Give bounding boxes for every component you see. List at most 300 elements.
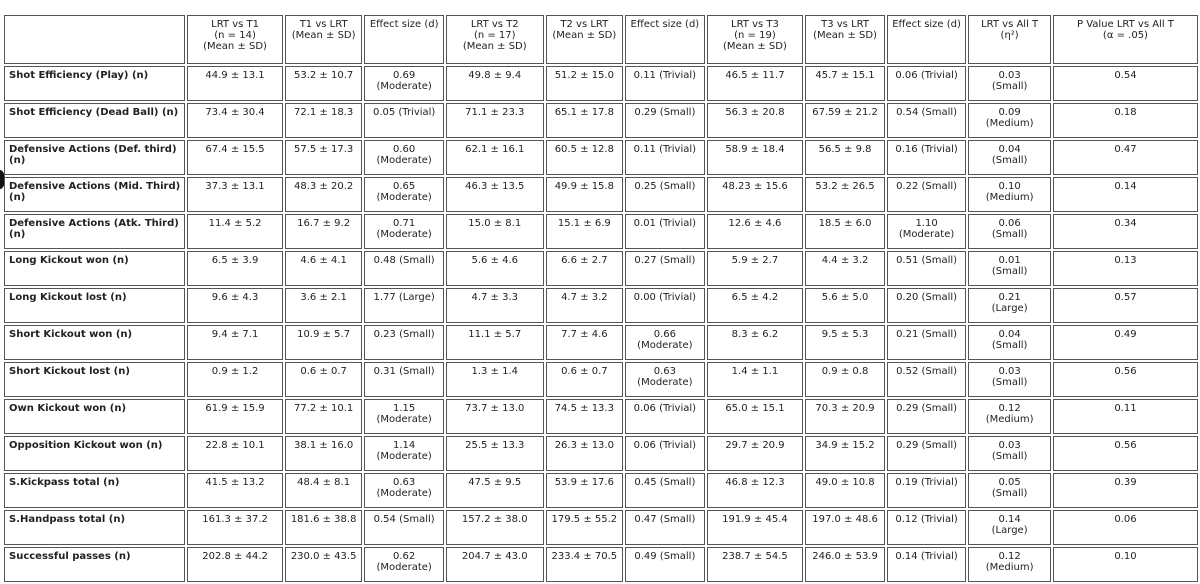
table-row [4, 510, 1198, 545]
cell-text: 8.3 ± 6.2 [731, 329, 779, 340]
data-cell [285, 325, 363, 360]
cell-text: 0.63 [653, 366, 676, 377]
data-cell [805, 325, 885, 360]
cell-text: 46.8 ± 12.3 [725, 477, 785, 488]
cell-text: (Medium) [985, 118, 1034, 129]
cell-text: 0.34 [1114, 218, 1137, 229]
cell-text: 0.45 (Small) [634, 477, 696, 488]
cell-text: 0.06 [1114, 514, 1137, 525]
cell-text: 11.4 ± 5.2 [208, 218, 262, 229]
table-row [4, 140, 1198, 175]
cell-text: 0.13 [1114, 255, 1137, 266]
cell-text: 0.54 [1114, 70, 1137, 81]
data-cell [968, 288, 1051, 323]
col-effect-size-3-header [887, 15, 967, 64]
data-cell [285, 547, 363, 582]
col-lrt-vs-t1-header [187, 15, 283, 64]
cell-text: 0.12 (Trivial) [895, 514, 958, 525]
data-cell [887, 399, 967, 434]
data-cell [805, 547, 885, 582]
data-cell [187, 399, 283, 434]
data-cell [446, 177, 544, 212]
data-cell [707, 547, 804, 582]
col-lrt-vs-t3-header [707, 15, 804, 64]
data-cell [364, 510, 444, 545]
cell-text: 0.06 (Trivial) [633, 403, 697, 414]
data-cell [625, 473, 705, 508]
cell-text: 0.52 (Small) [896, 366, 958, 377]
table-body [4, 15, 1198, 582]
data-cell [546, 399, 624, 434]
data-cell [546, 362, 624, 397]
data-cell [625, 510, 705, 545]
row-label [4, 140, 185, 175]
data-cell [1053, 473, 1198, 508]
row-label [4, 362, 185, 397]
cell-text: 26.3 ± 13.0 [554, 440, 614, 451]
data-cell [625, 436, 705, 471]
cell-text: 48.4 ± 8.1 [297, 477, 351, 488]
cell-text: Short Kickout won (n) [9, 329, 133, 340]
cell-text: Shot Efficiency (Play) (n) [9, 70, 149, 81]
data-cell [446, 473, 544, 508]
data-cell [187, 362, 283, 397]
data-cell [187, 177, 283, 212]
cell-text: 1.4 ± 1.1 [731, 366, 779, 377]
cell-text: 0.63 [393, 477, 416, 488]
cell-text: 0.14 (Trivial) [895, 551, 958, 562]
data-cell [805, 399, 885, 434]
cell-text: 49.9 ± 15.8 [554, 181, 614, 192]
data-cell [546, 510, 624, 545]
data-cell [968, 510, 1051, 545]
data-cell [446, 325, 544, 360]
cell-text: 3.6 ± 2.1 [300, 292, 347, 303]
row-label [4, 325, 185, 360]
data-cell [968, 325, 1051, 360]
data-cell [546, 288, 624, 323]
cell-text: Own Kickout won (n) [9, 403, 127, 414]
data-cell [546, 214, 624, 249]
cell-text: 73.4 ± 30.4 [205, 107, 265, 118]
cell-text: 0.14 [998, 514, 1021, 525]
cell-text: P Value LRT vs All T [1076, 19, 1174, 30]
cell-text: 4.4 ± 3.2 [821, 255, 869, 266]
cell-text: 0.05 [998, 477, 1021, 488]
cell-text: LRT vs T2 [470, 19, 519, 30]
cell-text: Long Kickout won (n) [9, 255, 129, 266]
data-cell [364, 177, 444, 212]
cell-text: (Moderate) [637, 340, 693, 351]
cell-text: (n) [9, 155, 26, 166]
row-label [4, 399, 185, 434]
col-effect-size-2-header [625, 15, 705, 64]
cell-text: (Moderate) [637, 377, 693, 388]
cell-text: 0.9 ± 0.8 [821, 366, 869, 377]
data-cell [1053, 251, 1198, 286]
data-cell [1053, 325, 1198, 360]
table-row [4, 66, 1198, 101]
data-cell [887, 473, 967, 508]
cell-text: LRT vs T1 [211, 19, 259, 30]
row-label [4, 473, 185, 508]
cell-text: 48.23 ± 15.6 [722, 181, 788, 192]
data-cell [1053, 66, 1198, 101]
table-row [4, 436, 1198, 471]
cell-text: 49.8 ± 9.4 [468, 70, 522, 81]
cell-text: (Small) [991, 155, 1028, 166]
cell-text: (Moderate) [376, 155, 432, 166]
cell-text: 0.06 [998, 218, 1021, 229]
cell-text: 0.21 [998, 292, 1021, 303]
data-cell [285, 251, 363, 286]
cell-text: 0.12 [998, 403, 1021, 414]
data-cell [707, 510, 804, 545]
cell-text: 0.03 [998, 440, 1021, 451]
cell-text: (Mean ± SD) [552, 30, 617, 41]
cell-text: Defensive Actions (Def. third) [9, 144, 177, 155]
cell-text: 34.9 ± 15.2 [815, 440, 875, 451]
row-label [4, 214, 185, 249]
data-cell [1053, 288, 1198, 323]
cell-text: (Small) [991, 377, 1028, 388]
cell-text: 49.0 ± 10.8 [815, 477, 875, 488]
data-cell [887, 325, 967, 360]
table-row [4, 103, 1198, 138]
cell-text: 161.3 ± 37.2 [202, 514, 268, 525]
cell-text: (η²) [1000, 30, 1019, 41]
cell-text: 0.04 [998, 329, 1021, 340]
cell-text: 0.11 (Trivial) [633, 144, 697, 155]
data-cell [446, 251, 544, 286]
data-cell [887, 362, 967, 397]
cell-text: 0.65 [393, 181, 416, 192]
row-label [4, 251, 185, 286]
cell-text: 238.7 ± 54.5 [722, 551, 788, 562]
data-cell [625, 288, 705, 323]
cell-text: (Moderate) [376, 562, 432, 573]
cell-text: 0.20 (Small) [896, 292, 958, 303]
cell-text: 67.59 ± 21.2 [812, 107, 878, 118]
data-cell [625, 399, 705, 434]
data-cell [546, 325, 624, 360]
cell-text: Short Kickout lost (n) [9, 366, 130, 377]
cell-text: 37.3 ± 13.1 [205, 181, 265, 192]
data-cell [968, 436, 1051, 471]
table-row [4, 251, 1198, 286]
cell-text: LRT vs All T [981, 19, 1039, 30]
cell-text: 71.1 ± 23.3 [465, 107, 525, 118]
cell-text: 179.5 ± 55.2 [551, 514, 618, 525]
cell-text: 0.16 (Trivial) [895, 144, 958, 155]
cell-text: 204.7 ± 43.0 [461, 551, 528, 562]
data-cell [364, 325, 444, 360]
cell-text: 0.51 (Small) [896, 255, 958, 266]
cell-text: (Mean ± SD) [291, 30, 356, 41]
cell-text: 0.39 [1114, 477, 1137, 488]
data-cell [1053, 177, 1198, 212]
table-row [4, 325, 1198, 360]
cell-text: (n = 19) [734, 30, 776, 41]
cell-text: (Small) [991, 81, 1028, 92]
data-cell [805, 473, 885, 508]
cell-text: 0.54 (Small) [373, 514, 435, 525]
cell-text: 0.00 (Trivial) [633, 292, 697, 303]
data-cell [707, 103, 804, 138]
data-cell [805, 140, 885, 175]
cell-text: 5.6 ± 5.0 [821, 292, 869, 303]
cell-text: 0.29 (Small) [896, 403, 958, 414]
cell-text: 48.3 ± 20.2 [293, 181, 354, 192]
cell-text: Effect size (d) [369, 19, 439, 30]
cell-text: 7.7 ± 4.6 [561, 329, 608, 340]
data-cell [707, 325, 804, 360]
data-cell [707, 214, 804, 249]
cell-text: 5.6 ± 4.6 [471, 255, 519, 266]
data-cell [446, 103, 544, 138]
cell-text: 15.1 ± 6.9 [557, 218, 611, 229]
cell-text: 57.5 ± 17.3 [293, 144, 354, 155]
data-cell [1053, 547, 1198, 582]
data-cell [707, 288, 804, 323]
cell-text: 0.6 ± 0.7 [300, 366, 347, 377]
data-cell [805, 436, 885, 471]
data-cell [625, 214, 705, 249]
data-cell [364, 473, 444, 508]
cell-text: (Medium) [985, 562, 1034, 573]
data-cell [805, 510, 885, 545]
data-cell [546, 436, 624, 471]
cell-text: 0.11 (Trivial) [633, 70, 697, 81]
cell-text: 67.4 ± 15.5 [205, 144, 265, 155]
data-cell [187, 547, 283, 582]
data-cell [285, 103, 363, 138]
cell-text: 0.29 (Small) [896, 440, 958, 451]
cell-text: 0.66 [653, 329, 676, 340]
cell-text: (Large) [991, 525, 1028, 536]
data-cell [805, 251, 885, 286]
cell-text: 0.47 (Small) [634, 514, 696, 525]
cell-text: 0.47 [1114, 144, 1137, 155]
cell-text: 41.5 ± 13.2 [205, 477, 265, 488]
data-cell [707, 66, 804, 101]
cell-text: 0.03 [998, 70, 1021, 81]
cell-text: 16.7 ± 9.2 [297, 218, 351, 229]
cell-text: 0.01 [998, 255, 1021, 266]
cell-text: 0.05 (Trivial) [372, 107, 436, 118]
data-cell [805, 66, 885, 101]
cell-text: T1 vs LRT [299, 19, 348, 30]
cell-text: 1.15 [393, 403, 416, 414]
data-cell [364, 362, 444, 397]
data-cell [446, 140, 544, 175]
data-cell [446, 214, 544, 249]
data-cell [887, 140, 967, 175]
table-row [4, 214, 1198, 249]
cell-text: 51.2 ± 15.0 [554, 70, 614, 81]
data-cell [707, 140, 804, 175]
cell-text: 0.60 [393, 144, 416, 155]
cell-text: 47.5 ± 9.5 [468, 477, 522, 488]
cell-text: 12.6 ± 4.6 [728, 218, 782, 229]
cell-text: 38.1 ± 16.0 [293, 440, 354, 451]
data-cell [968, 103, 1051, 138]
cell-text: 197.0 ± 48.6 [812, 514, 878, 525]
cell-text: 230.0 ± 43.5 [290, 551, 357, 562]
cell-text: 5.9 ± 2.7 [731, 255, 779, 266]
cell-text: (Small) [991, 266, 1028, 277]
row-label [4, 66, 185, 101]
cell-text: 1.3 ± 1.4 [471, 366, 519, 377]
data-cell [887, 251, 967, 286]
data-cell [707, 436, 804, 471]
data-cell [187, 510, 283, 545]
data-cell [285, 214, 363, 249]
col-p-value-header [1053, 15, 1198, 64]
col-t3-vs-lrt-header [805, 15, 885, 64]
data-cell [968, 399, 1051, 434]
data-cell [1053, 214, 1198, 249]
cell-text: 46.3 ± 13.5 [465, 181, 525, 192]
data-cell [887, 510, 967, 545]
data-cell [887, 214, 967, 249]
data-cell [446, 288, 544, 323]
cell-text: Opposition Kickout won (n) [9, 440, 163, 451]
cell-text: (Mean ± SD) [813, 30, 877, 41]
cell-text: 0.29 (Small) [634, 107, 696, 118]
data-cell [968, 362, 1051, 397]
table-row [4, 177, 1198, 212]
col-eta-squared-header [968, 15, 1051, 64]
data-cell [625, 362, 705, 397]
cell-text: (Moderate) [376, 192, 432, 203]
cell-text: 65.0 ± 15.1 [725, 403, 785, 414]
data-cell [285, 140, 363, 175]
cell-text: T3 vs LRT [821, 19, 869, 30]
data-cell [364, 214, 444, 249]
statistics-table [2, 13, 1200, 584]
cell-text: 0.49 (Small) [634, 551, 696, 562]
cell-text: 10.9 ± 5.7 [297, 329, 351, 340]
data-cell [364, 288, 444, 323]
data-cell [187, 66, 283, 101]
cell-text: 65.1 ± 17.8 [554, 107, 614, 118]
data-cell [187, 436, 283, 471]
col-lrt-vs-t2-header [446, 15, 544, 64]
data-cell [1053, 399, 1198, 434]
data-cell [707, 362, 804, 397]
cell-text: 0.10 [998, 181, 1021, 192]
data-cell [1053, 436, 1198, 471]
cell-text: 6.6 ± 2.7 [561, 255, 608, 266]
cell-text: 53.9 ± 17.6 [554, 477, 614, 488]
cell-text: 191.9 ± 45.4 [722, 514, 788, 525]
data-cell [968, 473, 1051, 508]
cell-text: 0.11 [1114, 403, 1137, 414]
data-cell [805, 288, 885, 323]
data-cell [625, 140, 705, 175]
cell-text: (Medium) [985, 192, 1034, 203]
cell-text: Successful passes (n) [9, 551, 131, 562]
cell-text: (n = 14) [214, 30, 256, 41]
data-cell [625, 325, 705, 360]
cell-text: 53.2 ± 26.5 [815, 181, 875, 192]
cell-text: 0.62 [393, 551, 416, 562]
cell-text: S.Kickpass total (n) [9, 477, 120, 488]
cell-text: (n) [9, 192, 26, 203]
cell-text: 62.1 ± 16.1 [465, 144, 525, 155]
data-cell [968, 66, 1051, 101]
data-cell [968, 177, 1051, 212]
data-cell [364, 66, 444, 101]
cell-text: 0.54 (Small) [896, 107, 958, 118]
data-cell [187, 251, 283, 286]
data-cell [805, 214, 885, 249]
cell-text: 56.3 ± 20.8 [725, 107, 785, 118]
cell-text: (Mean ± SD) [203, 41, 267, 52]
cell-text: 6.5 ± 3.9 [211, 255, 259, 266]
data-cell [968, 140, 1051, 175]
cell-text: 25.5 ± 13.3 [465, 440, 525, 451]
data-cell [625, 103, 705, 138]
data-cell [364, 547, 444, 582]
data-cell [805, 362, 885, 397]
col-t2-vs-lrt-header [546, 15, 624, 64]
cell-text: (Small) [991, 229, 1028, 240]
data-cell [285, 177, 363, 212]
data-cell [546, 177, 624, 212]
cell-text: 1.10 [915, 218, 938, 229]
data-cell [364, 436, 444, 471]
cell-text: (Small) [991, 451, 1028, 462]
data-cell [1053, 510, 1198, 545]
data-cell [187, 214, 283, 249]
cell-text: 70.3 ± 20.9 [815, 403, 875, 414]
cell-text: 0.31 (Small) [373, 366, 435, 377]
cell-text: (Small) [991, 340, 1028, 351]
table-row [4, 399, 1198, 434]
cell-text: 0.9 ± 1.2 [211, 366, 259, 377]
data-cell [707, 473, 804, 508]
cell-text: 202.8 ± 44.2 [202, 551, 268, 562]
cell-text: (Moderate) [376, 81, 432, 92]
cell-text: 0.71 [393, 218, 416, 229]
data-cell [285, 473, 363, 508]
cell-text: 46.5 ± 11.7 [725, 70, 785, 81]
data-cell [364, 140, 444, 175]
cell-text: 29.7 ± 20.9 [725, 440, 785, 451]
cell-text: 0.04 [998, 144, 1021, 155]
cell-text: 53.2 ± 10.7 [293, 70, 354, 81]
data-cell [625, 547, 705, 582]
cell-text: (n) [9, 229, 26, 240]
cell-text: (Moderate) [898, 229, 955, 240]
cell-text: (Small) [991, 488, 1028, 499]
cell-text: 0.25 (Small) [634, 181, 696, 192]
cell-text: 58.9 ± 18.4 [725, 144, 785, 155]
cell-text: T2 vs LRT [560, 19, 609, 30]
data-cell [285, 362, 363, 397]
corner-cell-header [4, 15, 185, 64]
cell-text: 22.8 ± 10.1 [205, 440, 265, 451]
cell-text: (Moderate) [376, 488, 432, 499]
cell-text: 60.5 ± 12.8 [554, 144, 614, 155]
row-label [4, 547, 185, 582]
cell-text: 61.9 ± 15.9 [205, 403, 265, 414]
cell-text: 6.5 ± 4.2 [731, 292, 779, 303]
cell-text: 72.1 ± 18.3 [293, 107, 354, 118]
cell-text: 77.2 ± 10.1 [293, 403, 354, 414]
